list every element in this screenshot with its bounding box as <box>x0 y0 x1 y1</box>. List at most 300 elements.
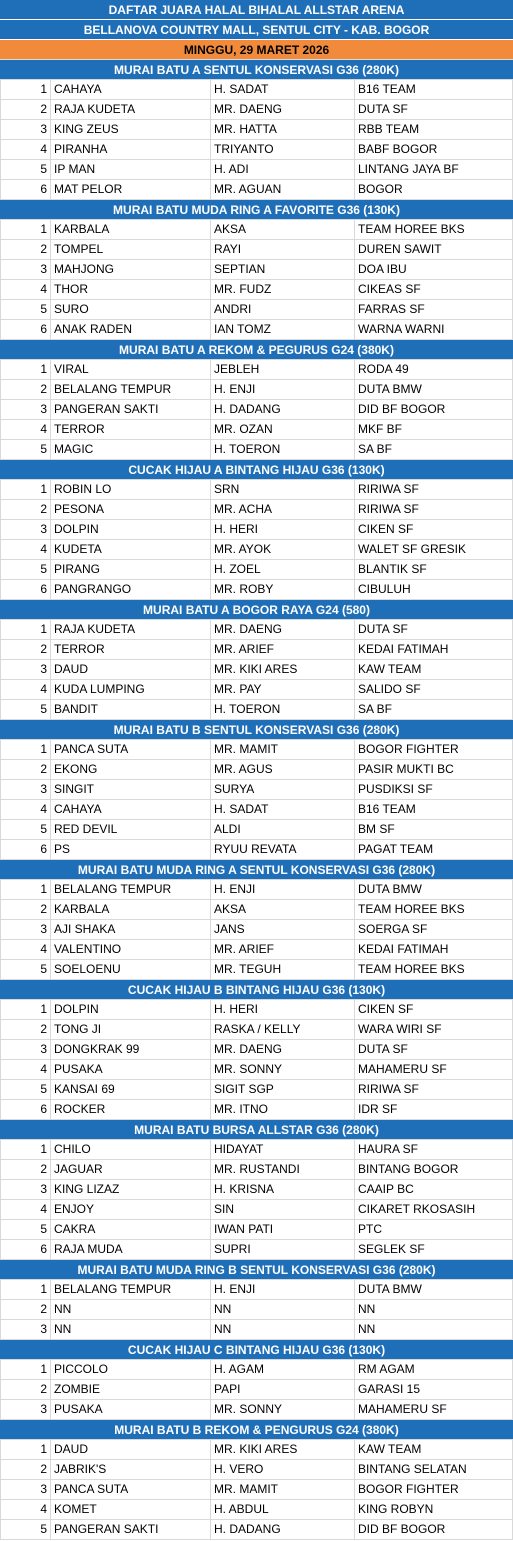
table-row <box>0 1040 513 1060</box>
table-row <box>0 840 513 860</box>
rank-cell: 4 <box>0 280 51 299</box>
team-cell: KEDAI FATIMAH <box>355 640 513 659</box>
table-row <box>0 620 513 640</box>
rank-cell: 5 <box>0 960 51 979</box>
table-row <box>0 1220 513 1240</box>
table-row <box>0 520 513 540</box>
table-row <box>0 260 513 280</box>
team-cell: BOGOR <box>355 180 513 199</box>
rank-cell: 4 <box>0 1500 51 1519</box>
table-row <box>0 820 513 840</box>
bird-name-cell: EKONG <box>51 760 211 779</box>
category-section <box>0 60 513 200</box>
bird-name-cell: MAHJONG <box>51 260 211 279</box>
rank-cell: 3 <box>0 1480 51 1499</box>
category-section <box>0 600 513 720</box>
bird-name-cell: TOMPEL <box>51 240 211 259</box>
owner-cell: NN <box>211 1300 355 1319</box>
bird-name-cell: ENJOY <box>51 1200 211 1219</box>
rank-cell: 2 <box>0 1380 51 1399</box>
owner-cell: PAPI <box>211 1380 355 1399</box>
category-title: MURAI BATU MUDA RING B SENTUL KONSERVASI G36 (280K) <box>0 1260 513 1280</box>
bird-name-cell: SOELOENU <box>51 960 211 979</box>
category-title: MURAI BATU MUDA RING A SENTUL KONSERVASI G36 (280K) <box>0 860 513 880</box>
bird-name-cell: DONGKRAK 99 <box>51 1040 211 1059</box>
bird-name-cell: DAUD <box>51 660 211 679</box>
rank-cell: 5 <box>0 560 51 579</box>
rank-cell: 6 <box>0 840 51 859</box>
bird-name-cell: PUSAKA <box>51 1060 211 1079</box>
team-cell: DUREN SAWIT <box>355 240 513 259</box>
bird-name-cell: KING ZEUS <box>51 120 211 139</box>
team-cell: KAW TEAM <box>355 1440 513 1459</box>
table-row <box>0 480 513 500</box>
owner-cell: MR. TEGUH <box>211 960 355 979</box>
category-title: MURAI BATU B SENTUL KONSERVASI G36 (280K) <box>0 720 513 740</box>
bird-name-cell: KUDA LUMPING <box>51 680 211 699</box>
owner-cell: HIDAYAT <box>211 1140 355 1159</box>
bird-name-cell: KUDETA <box>51 540 211 559</box>
team-cell: RIRIWA SF <box>355 1080 513 1099</box>
table-row <box>0 140 513 160</box>
owner-cell: MR. ROBY <box>211 580 355 599</box>
bird-name-cell: CAHAYA <box>51 800 211 819</box>
owner-cell: MR. ARIEF <box>211 940 355 959</box>
bird-name-cell: PIRANHA <box>51 140 211 159</box>
owner-cell: H. ADI <box>211 160 355 179</box>
table-row <box>0 1060 513 1080</box>
bird-name-cell: ZOMBIE <box>51 1380 211 1399</box>
owner-cell: H. DADANG <box>211 1520 355 1539</box>
bird-name-cell: RAJA MUDA <box>51 1240 211 1259</box>
category-title: MURAI BATU A REKOM & PEGURUS G24 (380K) <box>0 340 513 360</box>
owner-cell: TRIYANTO <box>211 140 355 159</box>
team-cell: SOERGA SF <box>355 920 513 939</box>
rank-cell: 1 <box>0 1440 51 1459</box>
rank-cell: 5 <box>0 1080 51 1099</box>
table-row <box>0 1300 513 1320</box>
bird-name-cell: IP MAN <box>51 160 211 179</box>
owner-cell: H. TOERON <box>211 440 355 459</box>
category-title: MURAI BATU A BOGOR RAYA G24 (580) <box>0 600 513 620</box>
team-cell: BINTANG BOGOR <box>355 1160 513 1179</box>
table-row <box>0 1360 513 1380</box>
owner-cell: JANS <box>211 920 355 939</box>
rank-cell: 3 <box>0 260 51 279</box>
team-cell: B16 TEAM <box>355 800 513 819</box>
team-cell: KING ROBYN <box>355 1500 513 1519</box>
team-cell: BINTANG SELATAN <box>355 1460 513 1479</box>
bird-name-cell: KOMET <box>51 1500 211 1519</box>
team-cell: PUSDIKSI SF <box>355 780 513 799</box>
bird-name-cell: KANSAI 69 <box>51 1080 211 1099</box>
table-row <box>0 300 513 320</box>
bird-name-cell: PANCA SUTA <box>51 740 211 759</box>
owner-cell: H. DADANG <box>211 400 355 419</box>
team-cell: MAHAMERU SF <box>355 1060 513 1079</box>
owner-cell: MR. FUDZ <box>211 280 355 299</box>
rank-cell: 2 <box>0 1160 51 1179</box>
sheet-title-line-2: BELLANOVA COUNTRY MALL, SENTUL CITY - KAB. BOGOR <box>0 20 513 40</box>
table-row <box>0 1480 513 1500</box>
team-cell: CIKEN SF <box>355 520 513 539</box>
table-row <box>0 1380 513 1400</box>
owner-cell: SURYA <box>211 780 355 799</box>
rank-cell: 2 <box>0 640 51 659</box>
bird-name-cell: RAJA KUDETA <box>51 620 211 639</box>
table-row <box>0 320 513 340</box>
rank-cell: 3 <box>0 920 51 939</box>
table-row <box>0 900 513 920</box>
category-title: MURAI BATU A SENTUL KONSERVASI G36 (280K) <box>0 60 513 80</box>
bird-name-cell: PANCA SUTA <box>51 1480 211 1499</box>
bird-name-cell: BELALANG TEMPUR <box>51 880 211 899</box>
owner-cell: H. AGAM <box>211 1360 355 1379</box>
owner-cell: SEPTIAN <box>211 260 355 279</box>
table-row <box>0 360 513 380</box>
rank-cell: 3 <box>0 400 51 419</box>
table-row <box>0 1160 513 1180</box>
table-row <box>0 760 513 780</box>
owner-cell: MR. OZAN <box>211 420 355 439</box>
owner-cell: H. ZOEL <box>211 560 355 579</box>
team-cell: GARASI 15 <box>355 1380 513 1399</box>
table-row <box>0 560 513 580</box>
rank-cell: 6 <box>0 320 51 339</box>
rank-cell: 5 <box>0 820 51 839</box>
bird-name-cell: PANGERAN SAKTI <box>51 400 211 419</box>
rank-cell: 6 <box>0 1240 51 1259</box>
team-cell: WARA WIRI SF <box>355 1020 513 1039</box>
bird-name-cell: PS <box>51 840 211 859</box>
table-row <box>0 640 513 660</box>
owner-cell: NN <box>211 1320 355 1339</box>
bird-name-cell: TERROR <box>51 640 211 659</box>
rank-cell: 4 <box>0 1060 51 1079</box>
bird-name-cell: PESONA <box>51 500 211 519</box>
owner-cell: SRN <box>211 480 355 499</box>
rank-cell: 5 <box>0 1220 51 1239</box>
team-cell: DUTA BMW <box>355 880 513 899</box>
table-row <box>0 940 513 960</box>
team-cell: DOA IBU <box>355 260 513 279</box>
table-row <box>0 1140 513 1160</box>
rank-cell: 1 <box>0 220 51 239</box>
owner-cell: H. HERI <box>211 520 355 539</box>
bird-name-cell: CHILO <box>51 1140 211 1159</box>
table-row <box>0 240 513 260</box>
owner-cell: ALDI <box>211 820 355 839</box>
bird-name-cell: ROCKER <box>51 1100 211 1119</box>
owner-cell: MR. DAENG <box>211 100 355 119</box>
rank-cell: 5 <box>0 440 51 459</box>
bird-name-cell: NN <box>51 1300 211 1319</box>
rank-cell: 2 <box>0 240 51 259</box>
owner-cell: MR. ITNO <box>211 1100 355 1119</box>
team-cell: TEAM HOREE BKS <box>355 900 513 919</box>
team-cell: SA BF <box>355 440 513 459</box>
bird-name-cell: PICCOLO <box>51 1360 211 1379</box>
owner-cell: ANDRI <box>211 300 355 319</box>
team-cell: PTC <box>355 1220 513 1239</box>
owner-cell: MR. ACHA <box>211 500 355 519</box>
owner-cell: H. HERI <box>211 1000 355 1019</box>
table-row <box>0 500 513 520</box>
owner-cell: MR. PAY <box>211 680 355 699</box>
rank-cell: 1 <box>0 1140 51 1159</box>
owner-cell: MR. ARIEF <box>211 640 355 659</box>
rank-cell: 2 <box>0 900 51 919</box>
owner-cell: MR. KIKI ARES <box>211 1440 355 1459</box>
owner-cell: MR. DAENG <box>211 1040 355 1059</box>
rank-cell: 1 <box>0 1360 51 1379</box>
table-row <box>0 580 513 600</box>
bird-name-cell: PUSAKA <box>51 1400 211 1419</box>
table-row <box>0 540 513 560</box>
rank-cell: 5 <box>0 700 51 719</box>
category-title: CUCAK HIJAU A BINTANG HIJAU G36 (130K) <box>0 460 513 480</box>
bird-name-cell: AJI SHAKA <box>51 920 211 939</box>
team-cell: CIKEN SF <box>355 1000 513 1019</box>
team-cell: RODA 49 <box>355 360 513 379</box>
table-row <box>0 420 513 440</box>
bird-name-cell: JABRIK'S <box>51 1460 211 1479</box>
category-section <box>0 980 513 1120</box>
table-row <box>0 1100 513 1120</box>
bird-name-cell: SINGIT <box>51 780 211 799</box>
table-row <box>0 740 513 760</box>
owner-cell: SIGIT SGP <box>211 1080 355 1099</box>
team-cell: DUTA BMW <box>355 380 513 399</box>
bird-name-cell: BANDIT <box>51 700 211 719</box>
table-row <box>0 1000 513 1020</box>
table-row <box>0 1280 513 1300</box>
bird-name-cell: PIRANG <box>51 560 211 579</box>
owner-cell: JEBLEH <box>211 360 355 379</box>
table-row <box>0 1240 513 1260</box>
team-cell: PAGAT TEAM <box>355 840 513 859</box>
rank-cell: 4 <box>0 1200 51 1219</box>
owner-cell: H. KRISNA <box>211 1180 355 1199</box>
team-cell: HAURA SF <box>355 1140 513 1159</box>
table-row <box>0 960 513 980</box>
category-section <box>0 720 513 860</box>
team-cell: RIRIWA SF <box>355 480 513 499</box>
bird-name-cell: DOLPIN <box>51 520 211 539</box>
team-cell: CIKEAS SF <box>355 280 513 299</box>
team-cell: WALET SF GRESIK <box>355 540 513 559</box>
owner-cell: H. ABDUL <box>211 1500 355 1519</box>
table-row <box>0 780 513 800</box>
team-cell: DUTA SF <box>355 1040 513 1059</box>
rank-cell: 4 <box>0 940 51 959</box>
bird-name-cell: DOLPIN <box>51 1000 211 1019</box>
owner-cell: H. SADAT <box>211 800 355 819</box>
bird-name-cell: ROBIN LO <box>51 480 211 499</box>
team-cell: B16 TEAM <box>355 80 513 99</box>
team-cell: CIBULUH <box>355 580 513 599</box>
rank-cell: 1 <box>0 480 51 499</box>
team-cell: FARRAS SF <box>355 300 513 319</box>
table-row <box>0 380 513 400</box>
bird-name-cell: THOR <box>51 280 211 299</box>
bird-name-cell: JAGUAR <box>51 1160 211 1179</box>
rank-cell: 4 <box>0 800 51 819</box>
event-date: MINGGU, 29 MARET 2026 <box>0 40 513 60</box>
team-cell: BM SF <box>355 820 513 839</box>
table-row <box>0 440 513 460</box>
rank-cell: 4 <box>0 140 51 159</box>
rank-cell: 2 <box>0 1300 51 1319</box>
owner-cell: MR. HATTA <box>211 120 355 139</box>
table-row <box>0 280 513 300</box>
bird-name-cell: MAGIC <box>51 440 211 459</box>
owner-cell: MR. AYOK <box>211 540 355 559</box>
team-cell: CIKARET RKOSASIH <box>355 1200 513 1219</box>
rank-cell: 3 <box>0 120 51 139</box>
rank-cell: 6 <box>0 580 51 599</box>
rank-cell: 2 <box>0 380 51 399</box>
team-cell: KAW TEAM <box>355 660 513 679</box>
table-row <box>0 1500 513 1520</box>
owner-cell: MR. SONNY <box>211 1400 355 1419</box>
owner-cell: RAYI <box>211 240 355 259</box>
table-row <box>0 1180 513 1200</box>
category-section <box>0 1260 513 1340</box>
owner-cell: AKSA <box>211 220 355 239</box>
table-row <box>0 1020 513 1040</box>
category-section <box>0 1120 513 1260</box>
table-row <box>0 400 513 420</box>
team-cell: CAAIP BC <box>355 1180 513 1199</box>
category-title: CUCAK HIJAU B BINTANG HIJAU G36 (130K) <box>0 980 513 1000</box>
table-row <box>0 220 513 240</box>
team-cell: TEAM HOREE BKS <box>355 220 513 239</box>
table-row <box>0 800 513 820</box>
team-cell: RM AGAM <box>355 1360 513 1379</box>
rank-cell: 5 <box>0 1520 51 1539</box>
table-row <box>0 1080 513 1100</box>
owner-cell: RASKA / KELLY <box>211 1020 355 1039</box>
team-cell: RBB TEAM <box>355 120 513 139</box>
bird-name-cell: DAUD <box>51 1440 211 1459</box>
bird-name-cell: TONG JI <box>51 1020 211 1039</box>
rank-cell: 1 <box>0 80 51 99</box>
team-cell: SA BF <box>355 700 513 719</box>
team-cell: BOGOR FIGHTER <box>355 1480 513 1499</box>
rank-cell: 1 <box>0 360 51 379</box>
rank-cell: 3 <box>0 1040 51 1059</box>
team-cell: DID BF BOGOR <box>355 1520 513 1539</box>
table-row <box>0 180 513 200</box>
rank-cell: 2 <box>0 1460 51 1479</box>
rank-cell: 3 <box>0 660 51 679</box>
table-row <box>0 160 513 180</box>
team-cell: RIRIWA SF <box>355 500 513 519</box>
team-cell: BOGOR FIGHTER <box>355 740 513 759</box>
table-row <box>0 80 513 100</box>
rank-cell: 6 <box>0 1100 51 1119</box>
team-cell: SALIDO SF <box>355 680 513 699</box>
category-list <box>0 60 513 1540</box>
bird-name-cell: KING LIZAZ <box>51 1180 211 1199</box>
team-cell: IDR SF <box>355 1100 513 1119</box>
owner-cell: MR. RUSTANDI <box>211 1160 355 1179</box>
bird-name-cell: NN <box>51 1320 211 1339</box>
owner-cell: MR. AGUS <box>211 760 355 779</box>
rank-cell: 2 <box>0 1020 51 1039</box>
category-section <box>0 340 513 460</box>
bird-name-cell: ANAK RADEN <box>51 320 211 339</box>
team-cell: WARNA WARNI <box>355 320 513 339</box>
category-title: MURAI BATU MUDA RING A FAVORITE G36 (130K) <box>0 200 513 220</box>
rank-cell: 2 <box>0 100 51 119</box>
team-cell: NN <box>355 1320 513 1339</box>
table-row <box>0 1520 513 1540</box>
owner-cell: MR. MAMIT <box>211 740 355 759</box>
bird-name-cell: MAT PELOR <box>51 180 211 199</box>
rank-cell: 6 <box>0 180 51 199</box>
rank-cell: 4 <box>0 680 51 699</box>
table-row <box>0 100 513 120</box>
bird-name-cell: VALENTINO <box>51 940 211 959</box>
owner-cell: H. ENJI <box>211 380 355 399</box>
owner-cell: MR. MAMIT <box>211 1480 355 1499</box>
owner-cell: MR. SONNY <box>211 1060 355 1079</box>
team-cell: DUTA SF <box>355 620 513 639</box>
table-row <box>0 680 513 700</box>
category-section <box>0 200 513 340</box>
rank-cell: 4 <box>0 420 51 439</box>
rank-cell: 1 <box>0 740 51 759</box>
bird-name-cell: CAKRA <box>51 1220 211 1239</box>
table-row <box>0 920 513 940</box>
team-cell: DUTA BMW <box>355 1280 513 1299</box>
owner-cell: SIN <box>211 1200 355 1219</box>
rank-cell: 3 <box>0 1400 51 1419</box>
rank-cell: 1 <box>0 880 51 899</box>
bird-name-cell: PANGERAN SAKTI <box>51 1520 211 1539</box>
table-row <box>0 660 513 680</box>
category-title: MURAI BATU B REKOM & PENGURUS G24 (380K) <box>0 1420 513 1440</box>
sheet-title-line-1: DAFTAR JUARA HALAL BIHALAL ALLSTAR ARENA <box>0 0 513 20</box>
category-section <box>0 1340 513 1420</box>
rank-cell: 3 <box>0 780 51 799</box>
rank-cell: 5 <box>0 160 51 179</box>
rank-cell: 1 <box>0 1280 51 1299</box>
owner-cell: H. ENJI <box>211 1280 355 1299</box>
bird-name-cell: VIRAL <box>51 360 211 379</box>
category-title: MURAI BATU BURSA ALLSTAR G36 (280K) <box>0 1120 513 1140</box>
team-cell: BABF BOGOR <box>355 140 513 159</box>
owner-cell: H. SADAT <box>211 80 355 99</box>
bird-name-cell: PANGRANGO <box>51 580 211 599</box>
bird-name-cell: SURO <box>51 300 211 319</box>
team-cell: DUTA SF <box>355 100 513 119</box>
table-row <box>0 1400 513 1420</box>
bird-name-cell: BELALANG TEMPUR <box>51 1280 211 1299</box>
bird-name-cell: BELALANG TEMPUR <box>51 380 211 399</box>
category-section <box>0 1420 513 1540</box>
owner-cell: RYUU REVATA <box>211 840 355 859</box>
team-cell: TEAM HOREE BKS <box>355 960 513 979</box>
rank-cell: 3 <box>0 1320 51 1339</box>
table-row <box>0 880 513 900</box>
owner-cell: H. ENJI <box>211 880 355 899</box>
owner-cell: MR. DAENG <box>211 620 355 639</box>
rank-cell: 5 <box>0 300 51 319</box>
bird-name-cell: RED DEVIL <box>51 820 211 839</box>
